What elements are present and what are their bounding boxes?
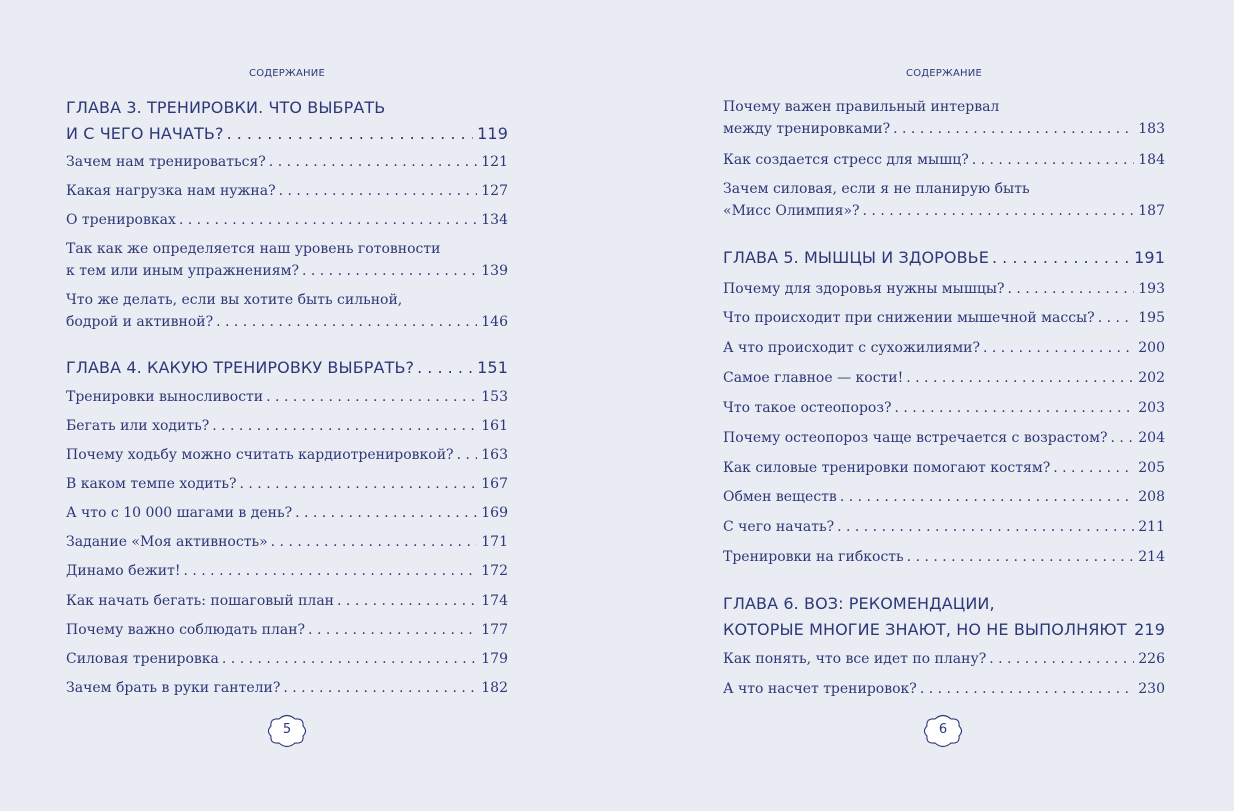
toc-page-number: 174 (481, 593, 508, 609)
toc-entry (66, 531, 508, 553)
toc-page-number: 167 (481, 476, 508, 492)
page-number-badge (923, 713, 963, 749)
leader-dots (840, 486, 1134, 508)
toc-entry-title: Что такое остеопороз? (723, 400, 892, 416)
running-head: СОДЕРЖАНИЕ (249, 68, 325, 79)
toc-entry-title: Самое главное — кости! (723, 370, 904, 386)
toc-entry (723, 307, 1165, 329)
toc-entry-title: Почему для здоровья нужны мышцы? (723, 281, 1005, 297)
leader-dots (222, 648, 477, 670)
toc-page-number: 202 (1138, 370, 1165, 386)
toc-page-number: 161 (481, 418, 508, 434)
toc-entry (66, 209, 508, 231)
toc-page-number: 153 (481, 389, 508, 405)
leader-dots (179, 209, 477, 231)
leader-dots (266, 386, 477, 408)
toc-entry-title: Какая нагрузка нам нужна? (66, 183, 276, 199)
toc-entry-lead: Почему важен правильный интервал (723, 99, 1000, 115)
leader-dots (212, 415, 477, 437)
toc-entry (723, 96, 1165, 140)
leader-dots (283, 677, 477, 699)
toc-entry-title: Почему ходьбу можно считать кардиотренировкой? (66, 447, 454, 463)
toc-page-number: 182 (481, 680, 508, 696)
toc-page-number: 121 (481, 154, 508, 170)
toc-entry-lead: Что же делать, если вы хотите быть сильной, (66, 292, 403, 308)
toc-entry-title: С чего начать? (723, 519, 835, 535)
toc-page-number: 195 (1138, 310, 1165, 326)
toc-entry (66, 180, 508, 202)
leader-dots (837, 516, 1134, 538)
toc-entry-title: бодрой и активной? (66, 314, 214, 330)
leader-dots (183, 560, 477, 582)
leader-dots (906, 367, 1134, 389)
toc-page-number: 169 (481, 505, 508, 521)
leader-dots (308, 619, 477, 641)
toc-entry-title: В каком темпе ходить? (66, 476, 237, 492)
toc-entry (723, 337, 1165, 359)
leader-dots (1053, 457, 1134, 479)
toc-page-number: 193 (1138, 281, 1165, 297)
toc-entry-title: И С ЧЕГО НАЧАТЬ? (66, 124, 224, 143)
toc-entry-title: Как силовые тренировки помогают костям? (723, 460, 1051, 476)
toc-entry (723, 367, 1165, 389)
toc-page-number: 184 (1138, 152, 1165, 168)
toc-entry-title: Зачем нам тренироваться? (66, 154, 266, 170)
toc-page-number: 219 (1134, 620, 1165, 639)
leader-dots (216, 311, 477, 333)
toc-entry-lead: ГЛАВА 6. ВОЗ: РЕКОМЕНДАЦИИ, (723, 594, 995, 613)
toc-entry (66, 677, 508, 699)
toc-entry (66, 648, 508, 670)
toc-entry-lead: ГЛАВА 3. ТРЕНИРОВКИ. ЧТО ВЫБРАТЬ (66, 98, 386, 117)
leader-dots (457, 444, 478, 466)
toc-entry (723, 516, 1165, 538)
toc-page-number: 134 (481, 212, 508, 228)
toc-entry (66, 502, 508, 524)
toc-entry-title: Зачем брать в руки гантели? (66, 680, 281, 696)
toc-entry-title: А что с 10 000 шагами в день? (66, 505, 293, 521)
toc-chapter-3 (66, 95, 508, 147)
leader-dots (907, 546, 1135, 568)
leader-dots (417, 355, 473, 381)
toc-entry-title: ГЛАВА 5. МЫШЦЫ И ЗДОРОВЬЕ (723, 248, 989, 267)
toc-entry (66, 238, 508, 282)
left-page (66, 0, 508, 811)
leader-dots (983, 337, 1134, 359)
right-page (723, 0, 1165, 811)
toc-page-number: 146 (481, 314, 508, 330)
leader-dots (894, 397, 1134, 419)
toc-page-number: 163 (481, 447, 508, 463)
toc-page-number: 230 (1138, 681, 1165, 697)
toc-entry (66, 473, 508, 495)
leader-dots (302, 260, 477, 282)
toc-page-number: 187 (1138, 203, 1165, 219)
toc-entry-title: А что происходит с сухожилиями? (723, 340, 980, 356)
toc-chapter-5 (723, 245, 1165, 271)
toc-entry-title: Силовая тренировка (66, 651, 219, 667)
leader-dots (893, 118, 1134, 140)
toc-entry (66, 289, 508, 333)
toc-entry (723, 648, 1165, 670)
toc-page-number: 208 (1138, 489, 1165, 505)
leader-dots (863, 200, 1135, 222)
toc-page-number: 127 (481, 183, 508, 199)
toc-entry-title: Как понять, что все идет по плану? (723, 651, 987, 667)
toc-entry-title: Что происходит при снижении мышечной массы? (723, 310, 1095, 326)
toc-entry (723, 178, 1165, 222)
toc-page-number: 172 (481, 563, 508, 579)
toc-entry (723, 397, 1165, 419)
toc-entry-title: О тренировках (66, 212, 176, 228)
page-number-badge (267, 713, 307, 749)
leader-dots (992, 245, 1130, 271)
toc-entry (723, 486, 1165, 508)
toc-entry (66, 619, 508, 641)
toc-page-number: 211 (1138, 519, 1165, 535)
toc-entry (723, 427, 1165, 449)
toc-page-number: 183 (1138, 121, 1165, 137)
toc-page-number: 177 (481, 622, 508, 638)
toc-page-number: 139 (481, 263, 508, 279)
toc-entry-title: между тренировками? (723, 121, 891, 137)
toc-entry (723, 678, 1165, 700)
toc-entry-title: А что насчет тренировок? (723, 681, 917, 697)
toc-entry-lead: Так как же определяется наш уровень готовности (66, 241, 441, 257)
leader-dots (240, 473, 478, 495)
toc-page-number: 200 (1138, 340, 1165, 356)
leader-dots (271, 531, 478, 553)
toc-entry-title: Как начать бегать: пошаговый план (66, 593, 335, 609)
toc-entry (723, 546, 1165, 568)
toc-entry-title: ГЛАВА 4. КАКУЮ ТРЕНИРОВКУ ВЫБРАТЬ? (66, 358, 415, 377)
page-number: 5 (282, 722, 292, 737)
toc-entry (66, 151, 508, 173)
running-head: СОДЕРЖАНИЕ (906, 68, 982, 79)
toc-entry-title: Почему важно соблюдать план? (66, 622, 306, 638)
toc-entry-title: Обмен веществ (723, 489, 837, 505)
leader-dots (920, 678, 1134, 700)
toc-entry-title: «Мисс Олимпия»? (723, 203, 860, 219)
leader-dots (972, 149, 1135, 171)
toc-page-number: 151 (477, 358, 508, 377)
toc-entry (723, 457, 1165, 479)
toc-page-number: 204 (1138, 430, 1165, 446)
toc-entry-title: Как создается стресс для мышц? (723, 152, 969, 168)
toc-page-number: 226 (1138, 651, 1165, 667)
toc-entry-title: Тренировки на гибкость (723, 549, 904, 565)
leader-dots (227, 121, 474, 147)
leader-dots (337, 590, 477, 612)
toc-page-number: 191 (1134, 248, 1165, 267)
toc-entry-title: Задание «Моя активность» (66, 534, 268, 550)
toc-entry (66, 444, 508, 466)
toc-entry-title: к тем или иным упражнениям? (66, 263, 299, 279)
toc-page-number: 214 (1138, 549, 1165, 565)
leader-dots (1111, 427, 1135, 449)
toc-entry (723, 278, 1165, 300)
leader-dots (989, 648, 1134, 670)
leader-dots (279, 180, 478, 202)
leader-dots (1007, 278, 1134, 300)
leader-dots (295, 502, 477, 524)
toc-page-number: 171 (481, 534, 508, 550)
toc-entry-lead: Зачем силовая, если я не планирую быть (723, 181, 1030, 197)
page-number: 6 (938, 722, 948, 737)
toc-entry-title: Тренировки выносливости (66, 389, 264, 405)
toc-page-number: 179 (481, 651, 508, 667)
toc-entry (66, 590, 508, 612)
toc-page-number: 205 (1138, 460, 1165, 476)
toc-chapter-6 (723, 591, 1165, 643)
leader-dots (1098, 307, 1135, 329)
toc-entry (66, 415, 508, 437)
toc-entry-title: Бегать или ходить? (66, 418, 210, 434)
toc-entry (66, 560, 508, 582)
toc-entry-title: КОТОРЫЕ МНОГИЕ ЗНАЮТ, НО НЕ ВЫПОЛНЯЮТ (723, 620, 1127, 639)
toc-entry (66, 386, 508, 408)
toc-entry (723, 149, 1165, 171)
toc-page-number: 119 (477, 124, 508, 143)
toc-entry-title: Динамо бежит! (66, 563, 181, 579)
toc-entry-title: Почему остеопороз чаще встречается с возрастом? (723, 430, 1108, 446)
toc-page-number: 203 (1138, 400, 1165, 416)
leader-dots (269, 151, 477, 173)
toc-chapter-4 (66, 355, 508, 381)
